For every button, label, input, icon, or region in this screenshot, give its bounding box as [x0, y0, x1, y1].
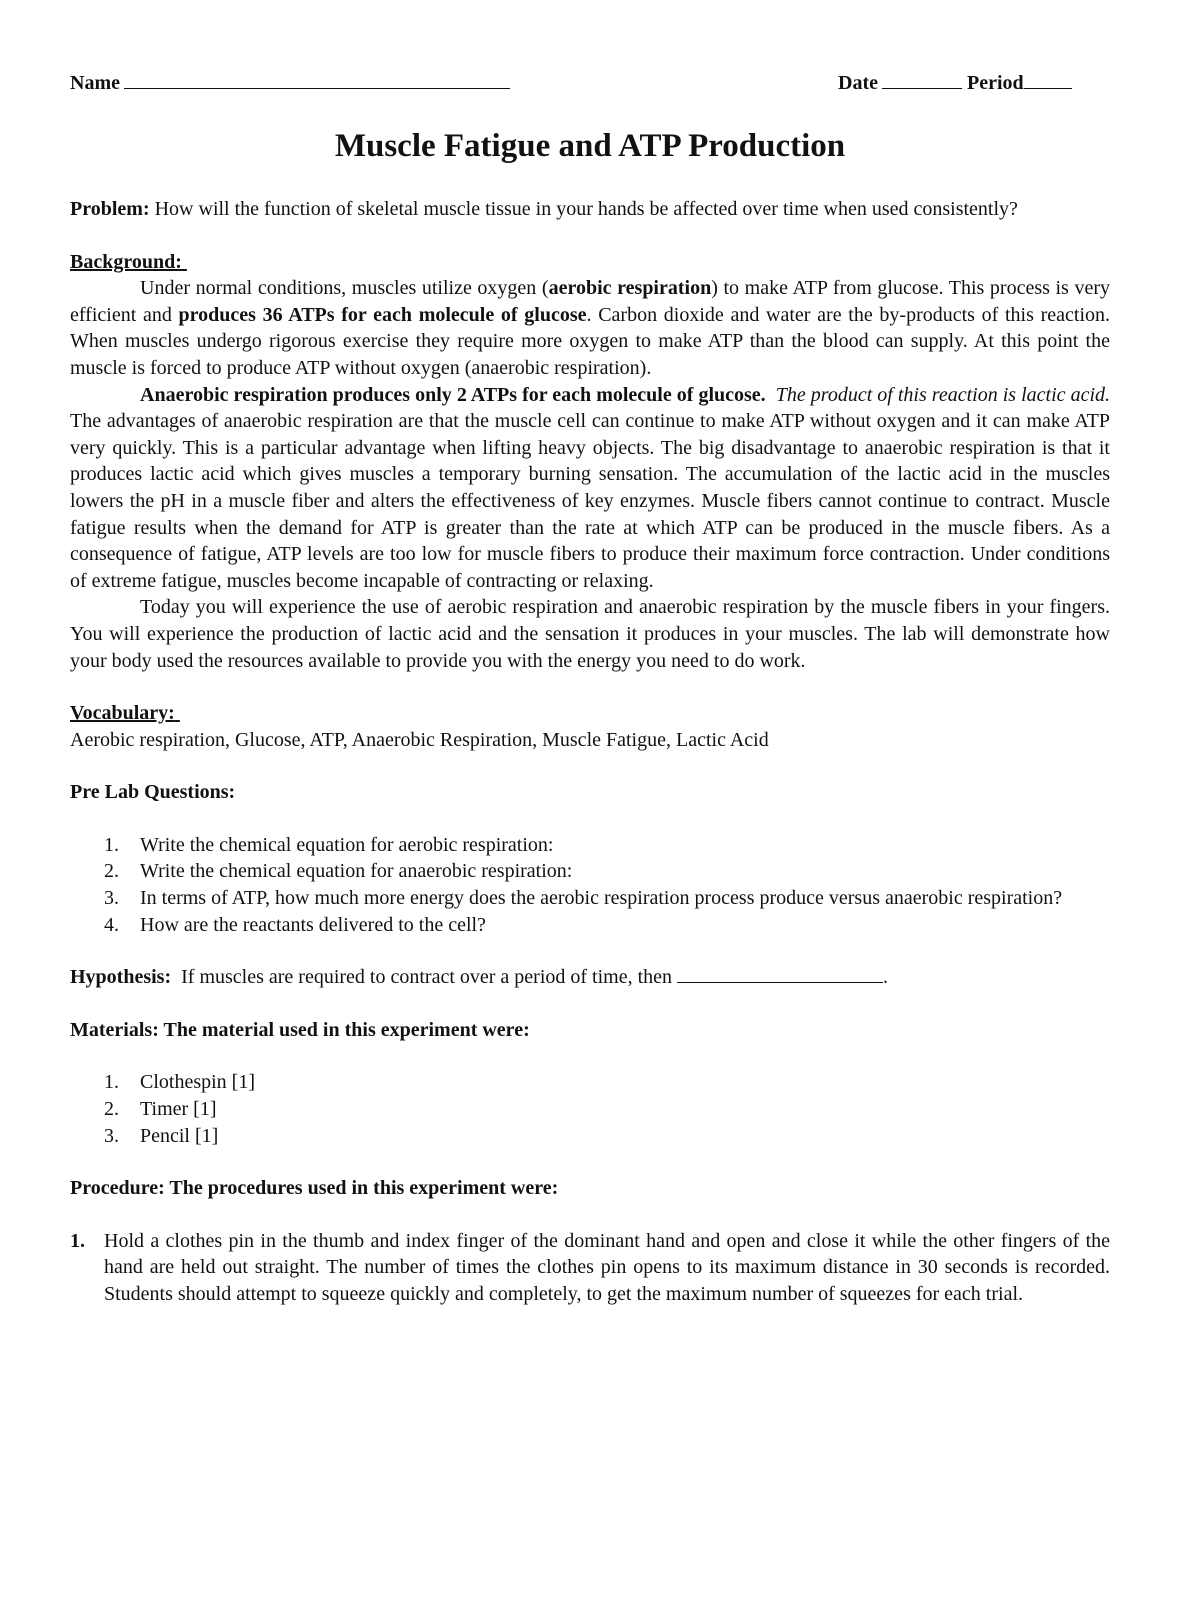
material-item-text: Clothespin [1]: [140, 1071, 255, 1094]
date-period-field: [838, 70, 1072, 97]
period-label: Period: [966, 72, 1024, 94]
prelab-question-text: In terms of ATP, how much more energy does the aerobic respiration process produce versus anaerobic respiration?: [140, 887, 1063, 910]
material-item-number: 1.: [104, 1071, 119, 1094]
materials-label: Materials: The material used in this experiment were:: [70, 1018, 530, 1041]
prelab-question-text: Write the chemical equation for anaerobic respiration:: [140, 860, 573, 883]
problem-text: How will the function of skeletal muscle tissue in your hands be affected over time when used consistently?: [149, 198, 1018, 220]
procedure-section: [70, 1175, 1110, 1307]
vocabulary-text: Aerobic respiration, Glucose, ATP, Anaerobic Respiration, Muscle Fatigue, Lactic Acid: [70, 728, 769, 751]
material-item-text: Timer [1]: [140, 1098, 217, 1121]
background-section: [70, 249, 1110, 675]
bg-p1-bold-aerobic: aerobic respiration: [548, 277, 712, 300]
page-title: Muscle Fatigue and ATP Production: [334, 128, 846, 164]
material-item: [70, 1069, 1110, 1096]
prelab-label: Pre Lab Questions:: [70, 781, 236, 804]
background-paragraph-3: Today you will experience the use of aerobic respiration and anaerobic respiration by the muscle fibers in your fingers. You will experience the production of lactic acid and the sensation it produces in your muscles. The lab will demonstrate how your body used the resources available to provide you with the energy you need to do work.: [70, 596, 1110, 672]
prelab-question: [70, 885, 1110, 912]
background-label: Background:: [70, 250, 182, 273]
bg-p2-bold-anaerobic: Anaerobic respiration produces only 2 ATPs for each molecule of glucose.: [140, 383, 766, 406]
material-item-number: 3.: [104, 1124, 119, 1147]
vocabulary-section: [70, 700, 1110, 753]
background-paragraph-2: [70, 382, 1110, 595]
problem-label: Problem:: [70, 198, 150, 220]
hypothesis-section: [70, 964, 1110, 991]
vocabulary-label: Vocabulary:: [70, 702, 175, 725]
date-label: Date: [838, 72, 878, 94]
bg-p1-bold-36atp: produces 36 ATPs for each molecule of glucose: [178, 303, 587, 326]
material-item-text: Pencil [1]: [140, 1124, 219, 1147]
bg-p2-text: The advantages of anaerobic respiration are that the muscle cell can continue to make ATP without oxygen and it can make ATP very quickly. This is a particular advantage when lifting heavy objects. The big disadvantage to anaerobic respiration is that it produces lactic acid which gives muscles a temporary burning sensation. The accumulation of the lactic acid in the muscles lowers the pH in a muscle fiber and alters the effectiveness of key enzymes. Muscle fibers cannot continue to contract. Muscle fatigue results when the demand for ATP is greater than the rate at which ATP can be produced in the muscle fibers. As a consequence of fatigue, ATP levels are too low for muscle fibers to produce their maximum force contraction. Under conditions of extreme fatigue, muscles become incapable of contracting or relaxing.: [70, 410, 1110, 592]
bg-p1-text-1: Under normal conditions, muscles utilize oxygen (: [140, 277, 549, 300]
name-field: [70, 70, 510, 97]
background-paragraph-1: [70, 275, 1110, 381]
material-item: [70, 1123, 1110, 1150]
name-blank-line[interactable]: [124, 70, 510, 89]
materials-section: [70, 1017, 1110, 1149]
materials-list: [70, 1069, 1110, 1149]
procedure-step: [70, 1228, 1110, 1308]
prelab-question-text: How are the reactants delivered to the cell?: [140, 913, 486, 936]
worksheet-page: [70, 70, 1110, 1308]
hypothesis-text: If muscles are required to contract over a period of time, then: [181, 966, 673, 989]
prelab-section: [70, 779, 1110, 938]
hypothesis-period: .: [883, 966, 889, 989]
prelab-question-number: 1.: [104, 833, 119, 856]
material-item: [70, 1096, 1110, 1123]
material-item-number: 2.: [104, 1098, 119, 1121]
problem-paragraph: [70, 196, 1110, 223]
prelab-question-text: Write the chemical equation for aerobic respiration:: [140, 833, 554, 856]
prelab-question-number: 3.: [104, 887, 119, 910]
hypothesis-blank-line[interactable]: [677, 964, 883, 983]
hypothesis-label: Hypothesis:: [70, 966, 172, 989]
bg-p1-text-2: ) to make ATP from glucose. This process is very efficient and: [70, 277, 1110, 326]
procedure-list: [70, 1228, 1110, 1308]
prelab-question-number: 4.: [104, 913, 119, 936]
period-blank-line[interactable]: [1024, 70, 1072, 89]
procedure-step-number: 1.: [70, 1229, 85, 1252]
prelab-question: [70, 912, 1110, 939]
date-blank-line[interactable]: [882, 70, 962, 89]
prelab-question-list: [70, 832, 1110, 938]
header-row: [70, 70, 1110, 100]
bg-p1-text-3: . Carbon dioxide and water are the by-products of this reaction. When muscles undergo rigorous exercise they require more oxygen to make ATP than the blood can supply. At this point the muscle is forced to produce ATP without oxygen (anaerobic respiration).: [70, 303, 1111, 379]
procedure-step-text: Hold a clothes pin in the thumb and index finger of the dominant hand and open and close it while the other fingers of the hand are held out straight. The number of times the clothes pin opens to its maximum distance in 30 seconds is recorded. Students should attempt to squeeze quickly and completely, to get the maximum number of squeezes for each trial.: [104, 1229, 1110, 1305]
prelab-question-number: 2.: [104, 860, 119, 883]
procedure-label: Procedure: The procedures used in this experiment were:: [70, 1177, 559, 1200]
prelab-question: [70, 832, 1110, 859]
prelab-question: [70, 858, 1110, 885]
bg-p2-italic-lactic: The product of this reaction is lactic acid.: [775, 383, 1111, 406]
name-label: Name: [70, 72, 120, 94]
